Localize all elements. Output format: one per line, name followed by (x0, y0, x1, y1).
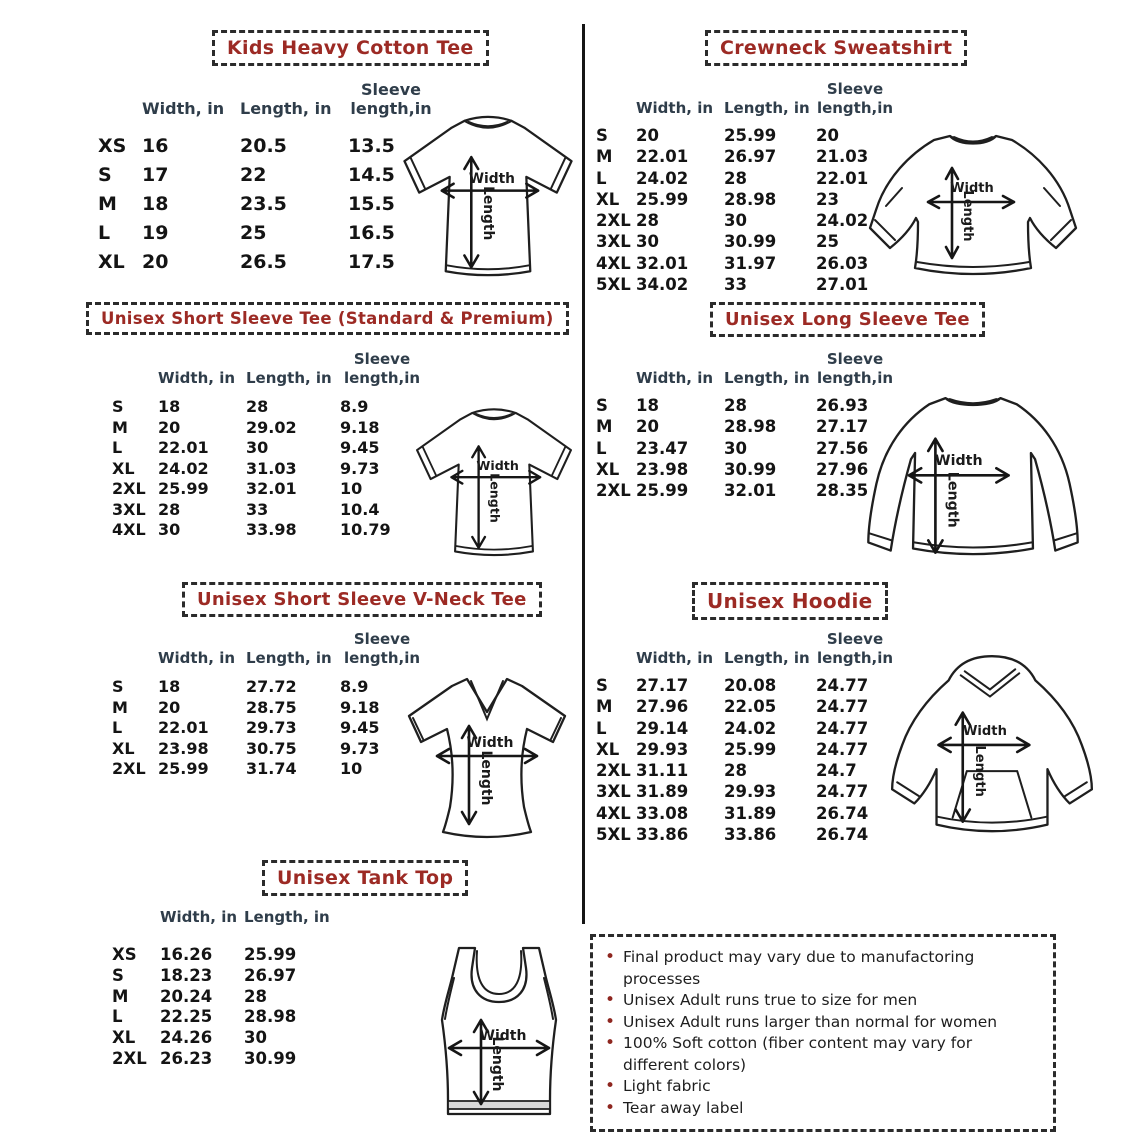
size-label: XL (112, 458, 135, 478)
section-title-hoodie: Unisex Hoodie (692, 582, 888, 620)
measurement-value: 33.08 (636, 803, 689, 823)
table-header-row (596, 630, 894, 668)
measurement-value: 16.5 (348, 222, 395, 244)
column-header: Width, in (636, 649, 714, 667)
measurement-value: 25 (240, 222, 267, 244)
measurement-value: 20 (636, 417, 659, 437)
size-label: S (596, 676, 608, 695)
size-label: L (112, 1007, 123, 1027)
measurement-value: 31.11 (636, 761, 689, 781)
table-row (98, 161, 434, 190)
table-row (112, 759, 424, 780)
long-sleeve-illustration (856, 390, 1090, 578)
measurement-value: 26.97 (244, 965, 297, 985)
measurement-value: 30.75 (246, 738, 297, 758)
size-label: M (112, 986, 129, 1006)
measurement-value: 20 (142, 251, 169, 273)
size-label: XL (596, 459, 620, 479)
table-header-row (112, 908, 340, 927)
table-header-row (112, 350, 424, 388)
measurement-value: 33 (724, 275, 747, 295)
measurement-value: 21.03 (816, 147, 869, 167)
measurement-value: 23.98 (158, 738, 209, 758)
bullet-icon: • (605, 947, 616, 967)
measurement-value: 18 (636, 396, 659, 415)
column-header: Sleeve length,in (343, 350, 421, 387)
table-row (112, 1049, 340, 1070)
table-row (596, 168, 894, 189)
table-row (596, 231, 894, 252)
size-label: L (596, 168, 607, 188)
table-row (596, 739, 894, 760)
measurement-value: 24.7 (816, 761, 857, 781)
length-arrow-label: Length (480, 186, 497, 241)
note-text: Final product may vary due to manufactoring processes (623, 948, 975, 988)
measurement-value: 10.4 (340, 499, 380, 519)
measurement-value: 28.35 (816, 481, 869, 501)
section-title-vneck: Unisex Short Sleeve V-Neck Tee (182, 582, 542, 617)
measurement-value: 24.02 (816, 211, 869, 231)
measurement-value: 9.18 (340, 697, 380, 717)
section-title-tank-top: Unisex Tank Top (262, 860, 468, 896)
measurement-value: 22 (240, 164, 267, 186)
column-header: Length, in (244, 908, 330, 926)
table-row (98, 248, 434, 277)
measurement-value: 32.01 (636, 253, 689, 273)
size-label: XS (112, 945, 137, 964)
size-label: 4XL (596, 803, 631, 823)
bullet-icon: • (605, 990, 616, 1010)
measurement-value: 18 (158, 397, 181, 416)
table-row (112, 438, 424, 459)
size-label: S (596, 396, 608, 415)
length-arrow-label: Length (971, 745, 987, 797)
measurement-value: 33.86 (724, 825, 777, 845)
measurement-value: 27.17 (636, 676, 689, 695)
measurement-value: 30 (724, 211, 747, 231)
column-header: Sleeve length,in (816, 350, 894, 387)
table-row (98, 132, 434, 161)
measurement-value: 33.86 (636, 825, 689, 845)
size-label: XL (596, 739, 620, 759)
column-header: Width, in (160, 908, 238, 926)
column-header: Width, in (636, 99, 714, 117)
length-arrow-label: Length (960, 190, 975, 242)
measurement-value: 28 (636, 211, 659, 231)
width-arrow-label: Width (479, 1028, 527, 1044)
measurement-value: 29.02 (246, 417, 297, 437)
note-item (605, 1098, 1041, 1120)
measurement-value: 19 (142, 222, 169, 244)
measurement-value: 24.77 (816, 739, 869, 759)
measurement-value: 25.99 (158, 479, 209, 498)
size-label: 5XL (596, 275, 631, 295)
table-row (596, 696, 894, 717)
measurement-value: 24.77 (816, 782, 869, 802)
table-header-row (596, 80, 894, 118)
measurement-value: 16 (142, 135, 169, 157)
size-label: 2XL (596, 211, 631, 231)
column-header: Length, in (246, 649, 332, 667)
table-row (112, 739, 424, 760)
measurement-value: 18 (158, 677, 181, 696)
size-label: XL (98, 251, 125, 273)
size-label: 5XL (596, 825, 631, 845)
crewneck-size-table (596, 80, 894, 295)
long-sleeve-size-table (596, 350, 894, 501)
measurement-value: 22.01 (636, 147, 689, 167)
measurement-value: 24.02 (636, 168, 689, 188)
column-header: Sleeve length,in (343, 630, 421, 667)
measurement-value: 27.72 (246, 677, 297, 696)
measurement-value: 17.5 (348, 251, 395, 273)
hoodie-size-table (596, 630, 894, 845)
measurement-value: 27.56 (816, 438, 869, 458)
size-label: S (112, 397, 124, 416)
table-row (596, 480, 894, 501)
column-header: Sleeve length,in (816, 630, 894, 667)
table-row (112, 677, 424, 698)
measurement-value: 9.73 (340, 458, 380, 478)
note-text: Unisex Adult runs true to size for men (623, 991, 918, 1009)
size-label: XL (112, 1028, 136, 1048)
measurement-value: 24.77 (816, 697, 869, 717)
measurement-value: 26.97 (724, 147, 777, 167)
size-label: M (596, 697, 613, 717)
column-header: Sleeve length,in (350, 80, 432, 118)
measurement-value: 28 (244, 986, 267, 1006)
measurement-value: 9.18 (340, 417, 380, 437)
table-row (596, 718, 894, 739)
tank-top-illustration (418, 944, 580, 1124)
table-row (112, 418, 424, 439)
size-label: XS (98, 135, 127, 157)
measurement-value: 10 (340, 479, 363, 498)
size-label: XL (596, 189, 620, 209)
measurement-value: 29.93 (636, 739, 689, 759)
column-header: Length, in (724, 649, 810, 667)
width-arrow-label: Width (476, 457, 519, 473)
measurement-value: 27.01 (816, 275, 869, 295)
measurement-value: 31.03 (246, 458, 297, 478)
size-label: M (112, 697, 128, 717)
measurement-value: 17 (142, 164, 169, 186)
hoodie-illustration (876, 648, 1108, 855)
table-row (112, 987, 340, 1008)
column-header: Width, in (142, 99, 225, 118)
size-label: 2XL (112, 759, 146, 778)
table-row (112, 1007, 340, 1028)
measurement-value: 26.03 (816, 253, 869, 273)
measurement-value: 30 (636, 232, 659, 252)
table-row (112, 698, 424, 719)
width-arrow-label: Width (962, 723, 1007, 739)
table-row (596, 189, 894, 210)
bullet-icon: • (605, 1076, 616, 1096)
measurement-value: 25.99 (636, 189, 689, 209)
note-item (605, 1012, 1041, 1034)
size-label: XL (112, 738, 135, 758)
measurement-value: 25.99 (636, 481, 689, 501)
measurement-value: 26.93 (816, 396, 869, 415)
note-text: 100% Soft cotton (fiber content may vary for different colors) (623, 1034, 973, 1074)
measurement-value: 27.96 (816, 459, 869, 479)
measurement-value: 28.98 (724, 189, 777, 209)
tank-hem-band (448, 1101, 550, 1109)
measurement-value: 20.08 (724, 676, 777, 695)
table-row (596, 438, 894, 459)
table-row (596, 253, 894, 274)
measurement-value: 31.74 (246, 759, 297, 778)
measurement-value: 31.89 (724, 803, 777, 823)
measurement-value: 23.47 (636, 438, 689, 458)
measurement-value: 14.5 (348, 164, 395, 186)
length-arrow-label: Length (478, 750, 494, 806)
vneck-illustration (396, 672, 578, 847)
column-header: Width, in (158, 649, 236, 667)
measurement-value: 30.99 (724, 232, 777, 252)
measurement-value: 30 (246, 438, 269, 457)
measurement-value: 25.99 (158, 759, 209, 778)
measurement-value: 28.98 (244, 1007, 297, 1027)
size-label: 3XL (596, 782, 631, 802)
size-label: 3XL (112, 499, 146, 519)
measurement-value: 29.73 (246, 718, 297, 737)
measurement-value: 28 (724, 168, 747, 188)
measurement-value: 22.01 (158, 718, 209, 737)
measurement-value: 9.73 (340, 738, 380, 758)
table-row (112, 1028, 340, 1049)
table-row (596, 146, 894, 167)
table-row (596, 459, 894, 480)
table-row (596, 274, 894, 295)
measurement-value: 30.99 (724, 459, 777, 479)
table-row (596, 125, 894, 146)
measurement-value: 30 (244, 1028, 267, 1048)
measurement-value: 33.98 (246, 520, 297, 539)
measurement-value: 22.25 (160, 1007, 213, 1027)
measurement-value: 20.24 (160, 986, 213, 1006)
size-label: S (98, 164, 112, 186)
measurement-value: 13.5 (348, 135, 395, 157)
measurement-value: 28.75 (246, 697, 297, 717)
measurement-value: 32.01 (724, 481, 777, 501)
size-label: 4XL (112, 520, 146, 539)
table-header-row (596, 350, 894, 388)
column-header: Width, in (158, 369, 236, 387)
table-row (596, 803, 894, 824)
measurement-value: 26.74 (816, 803, 869, 823)
length-arrow-label: Length (487, 473, 503, 523)
measurement-value: 23.98 (636, 459, 689, 479)
size-label: 2XL (112, 479, 146, 498)
bullet-icon: • (605, 1097, 616, 1118)
measurement-value: 28 (724, 761, 747, 781)
table-row (112, 520, 424, 541)
table-row (112, 966, 340, 987)
size-label: S (112, 965, 124, 985)
table-row (112, 718, 424, 739)
size-label: 2XL (112, 1048, 147, 1068)
table-row (112, 479, 424, 500)
measurement-value: 31.89 (636, 782, 689, 802)
column-header: Width, in (636, 369, 714, 387)
table-row (596, 781, 894, 802)
measurement-value: 24.26 (160, 1028, 213, 1048)
measurement-value: 20 (636, 126, 659, 145)
note-item (605, 947, 1041, 990)
measurement-value: 24.02 (724, 718, 777, 738)
measurement-value: 27.17 (816, 417, 869, 437)
width-arrow-label: Width (468, 170, 515, 187)
measurement-value: 31.97 (724, 253, 777, 273)
measurement-value: 15.5 (348, 193, 395, 215)
measurement-value: 25.99 (724, 739, 777, 759)
measurement-value: 20 (158, 697, 181, 717)
column-header: Length, in (240, 99, 332, 118)
standard-tee-size-table (112, 350, 424, 541)
width-arrow-label: Width (950, 181, 994, 196)
size-label: M (596, 417, 613, 437)
table-row (112, 500, 424, 521)
measurement-value: 23 (816, 189, 839, 209)
size-label: 3XL (596, 232, 631, 252)
section-title-standard-tee: Unisex Short Sleeve Tee (Standard & Premium) (86, 302, 569, 335)
table-row (112, 397, 424, 418)
measurement-value: 10 (340, 759, 363, 778)
size-label: M (98, 193, 117, 215)
measurement-value: 8.9 (340, 397, 369, 416)
measurement-value: 18 (142, 193, 169, 215)
measurement-value: 20 (158, 417, 181, 437)
measurement-value: 23.5 (240, 193, 287, 215)
size-label: S (112, 677, 124, 696)
width-arrow-label: Width (934, 453, 983, 470)
tank-top-size-table (112, 908, 340, 1070)
table-row (596, 760, 894, 781)
note-text: Unisex Adult runs larger than normal for women (623, 1012, 998, 1031)
measurement-value: 26.74 (816, 825, 869, 845)
measurement-value: 27.96 (636, 697, 689, 717)
note-item (605, 1076, 1041, 1098)
table-header-row (112, 630, 424, 668)
measurement-value: 32.01 (246, 479, 297, 498)
section-title-long-sleeve: Unisex Long Sleeve Tee (710, 302, 985, 337)
section-title-kids-tee: Kids Heavy Cotton Tee (212, 30, 489, 66)
size-label: S (596, 126, 608, 145)
measurement-value: 24.77 (816, 718, 869, 738)
column-header: Length, in (724, 99, 810, 117)
measurement-value: 20 (816, 126, 839, 145)
measurement-value: 26.23 (160, 1048, 213, 1068)
measurement-value: 20.5 (240, 135, 287, 157)
bullet-icon: • (605, 1033, 616, 1053)
measurement-value: 8.9 (340, 677, 369, 696)
measurement-value: 18.23 (160, 965, 213, 985)
size-label: 2XL (596, 761, 631, 781)
measurement-value: 30 (724, 438, 747, 458)
measurement-value: 10.79 (340, 520, 391, 539)
size-label: M (112, 417, 128, 437)
measurement-value: 9.45 (340, 438, 380, 457)
measurement-value: 9.45 (340, 718, 380, 737)
section-title-crewneck: Crewneck Sweatshirt (705, 30, 967, 66)
table-row (596, 395, 894, 416)
table-row (596, 824, 894, 845)
crewneck-illustration (858, 126, 1088, 291)
size-label: L (596, 438, 607, 458)
table-row (112, 945, 340, 966)
length-arrow-label: Length (944, 471, 961, 528)
size-label: L (596, 718, 607, 738)
measurement-value: 33 (246, 499, 269, 519)
column-header: Length, in (724, 369, 810, 387)
bullet-icon: • (605, 1011, 616, 1032)
table-row (98, 190, 434, 219)
table-row (596, 210, 894, 231)
size-label: L (112, 438, 123, 457)
table-row (596, 675, 894, 696)
kids-tee-size-table (98, 80, 434, 277)
note-text: Light fabric (623, 1077, 711, 1095)
table-row (596, 416, 894, 437)
note-text: Tear away label (623, 1098, 744, 1117)
measurement-value: 22.01 (816, 168, 869, 188)
size-label: L (112, 718, 123, 737)
measurement-value: 24.77 (816, 676, 869, 695)
note-item (605, 990, 1041, 1012)
measurement-value: 30 (158, 520, 181, 539)
measurement-value: 29.14 (636, 718, 689, 738)
size-label: M (596, 147, 613, 167)
size-label: 2XL (596, 481, 631, 501)
measurement-value: 16.26 (160, 945, 213, 964)
measurement-value: 28 (246, 397, 269, 416)
measurement-value: 28 (724, 396, 747, 415)
measurement-value: 28.98 (724, 417, 777, 437)
table-row (98, 219, 434, 248)
size-label: 4XL (596, 253, 631, 273)
measurement-value: 24.02 (158, 458, 209, 478)
measurement-value: 22.01 (158, 438, 209, 457)
size-label: L (98, 222, 111, 244)
measurement-value: 29.93 (724, 782, 777, 802)
column-header: Sleeve length,in (816, 80, 894, 117)
column-header: Length, in (246, 369, 332, 387)
measurement-value: 28 (158, 499, 181, 519)
length-arrow-label: Length (489, 1036, 505, 1092)
table-row (112, 459, 424, 480)
kids-tee-illustration (392, 112, 584, 284)
standard-tee-illustration (408, 398, 580, 570)
vneck-size-table (112, 630, 424, 780)
note-item (605, 1033, 1041, 1076)
measurement-value: 25 (816, 232, 839, 252)
measurement-value: 22.05 (724, 697, 777, 717)
measurement-value: 26.5 (240, 251, 287, 273)
product-notes-box (590, 934, 1056, 1132)
measurement-value: 25.99 (724, 126, 777, 145)
measurement-value: 30.99 (244, 1048, 297, 1068)
measurement-value: 34.02 (636, 275, 689, 295)
table-header-row (98, 80, 434, 118)
measurement-value: 25.99 (244, 945, 297, 964)
width-arrow-label: Width (466, 735, 514, 751)
